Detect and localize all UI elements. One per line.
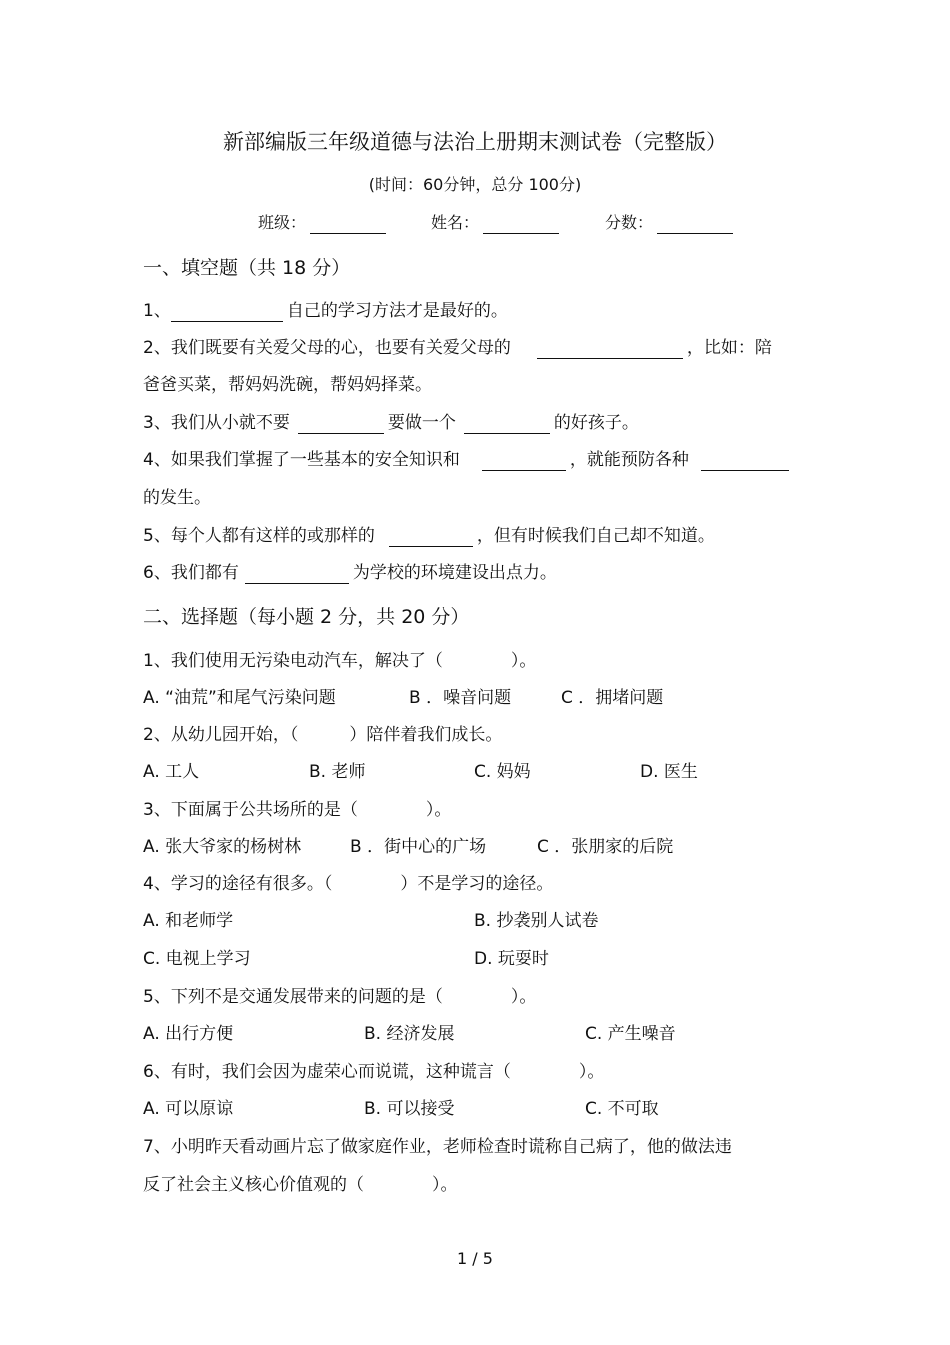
class-field bbox=[258, 212, 390, 234]
class-blank bbox=[310, 215, 386, 234]
score-blank bbox=[657, 215, 733, 234]
fill-question-2-cont: 爸爸买菜，帮妈妈洗碗，帮妈妈择菜。 bbox=[143, 375, 432, 395]
choice-question-7-cont: 反了社会主义核心价值观的（ ）。 bbox=[143, 1175, 458, 1195]
fill-question-1: 1、 自己的学习方法才是最好的。 bbox=[143, 301, 508, 321]
choice-question-2: 2、从幼儿园开始，（ ）陪伴着我们成长。 bbox=[143, 725, 503, 745]
answer-blank bbox=[464, 415, 550, 434]
choice-question-7: 7、小明昨天看动画片忘了做家庭作业，老师检查时谎称自己病了，他的做法违 bbox=[143, 1137, 732, 1157]
option-c: C. 电视上学习 bbox=[143, 949, 251, 969]
option-b: B. 老师 bbox=[309, 762, 366, 782]
option-c: C ．张朋家的后院 bbox=[537, 837, 674, 857]
answer-blank bbox=[389, 528, 473, 547]
choice-question-5: 5、下列不是交通发展带来的问题的是（ ）。 bbox=[143, 987, 537, 1007]
answer-blank bbox=[537, 340, 683, 359]
choice-question-3: 3、下面属于公共场所的是（ ）。 bbox=[143, 800, 452, 820]
score-label: 分数： bbox=[605, 213, 654, 232]
option-d: D. 医生 bbox=[640, 762, 698, 782]
option-a: A. 和老师学 bbox=[143, 911, 234, 931]
choice-question-6: 6、有时，我们会因为虚荣心而说谎，这种谎言（ ）。 bbox=[143, 1062, 605, 1082]
fill-question-6: 6、我们都有 为学校的环境建设出点力。 bbox=[143, 563, 557, 583]
answer-blank bbox=[482, 452, 566, 471]
option-b: B. 抄袭别人试卷 bbox=[474, 911, 599, 931]
option-a: A. “油荒”和尾气污染问题 bbox=[143, 688, 336, 708]
option-b: B. 经济发展 bbox=[364, 1024, 455, 1044]
page-number: 1 / 5 bbox=[457, 1249, 493, 1268]
option-a: A. 工人 bbox=[143, 762, 200, 782]
section-fill-in-heading: 一、填空题（共 18 分） bbox=[143, 257, 351, 279]
option-d: D. 玩耍时 bbox=[474, 949, 549, 969]
name-field bbox=[431, 212, 563, 234]
option-a: A. 张大爷家的杨树林 bbox=[143, 837, 302, 857]
option-a: A. 可以原谅 bbox=[143, 1099, 234, 1119]
page-title: 新部编版三年级道德与法治上册期末测试卷（完整版） bbox=[223, 130, 727, 154]
option-c: C. 不可取 bbox=[585, 1099, 659, 1119]
exam-time-info: (时间：60分钟，总分 100分) bbox=[368, 175, 582, 194]
fill-question-4-cont: 的发生。 bbox=[143, 488, 211, 508]
name-label: 姓名： bbox=[431, 213, 480, 232]
fill-question-2: 2、我们既要有关爱父母的心，也要有关爱父母的 ，比如：陪 bbox=[143, 338, 772, 358]
fill-question-5: 5、每个人都有这样的或那样的 ，但有时候我们自己却不知道。 bbox=[143, 526, 715, 546]
choice-question-4: 4、学习的途径有很多。（ ）不是学习的途径。 bbox=[143, 874, 554, 894]
score-field bbox=[605, 212, 737, 234]
fill-question-3: 3、我们从小就不要 要做一个 的好孩子。 bbox=[143, 413, 639, 433]
option-c: C. 妈妈 bbox=[474, 762, 531, 782]
option-c: C. 产生噪音 bbox=[585, 1024, 676, 1044]
fill-question-4: 4、如果我们掌握了一些基本的安全知识和 ，就能预防各种 bbox=[143, 449, 793, 471]
option-b: B ．噪音问题 bbox=[409, 688, 512, 708]
option-c: C ．拥堵问题 bbox=[561, 688, 664, 708]
section-choice-heading: 二、选择题（每小题 2 分，共 20 分） bbox=[143, 606, 470, 628]
class-label: 班级： bbox=[258, 213, 307, 232]
option-b: B ．街中心的广场 bbox=[350, 837, 487, 857]
answer-blank bbox=[701, 452, 789, 471]
answer-blank bbox=[171, 303, 283, 322]
option-a: A. 出行方便 bbox=[143, 1024, 234, 1044]
answer-blank bbox=[245, 565, 349, 584]
answer-blank bbox=[298, 415, 384, 434]
option-b: B. 可以接受 bbox=[364, 1099, 455, 1119]
name-blank bbox=[483, 215, 559, 234]
choice-question-1: 1、我们使用无污染电动汽车，解决了（ ）。 bbox=[143, 651, 537, 671]
